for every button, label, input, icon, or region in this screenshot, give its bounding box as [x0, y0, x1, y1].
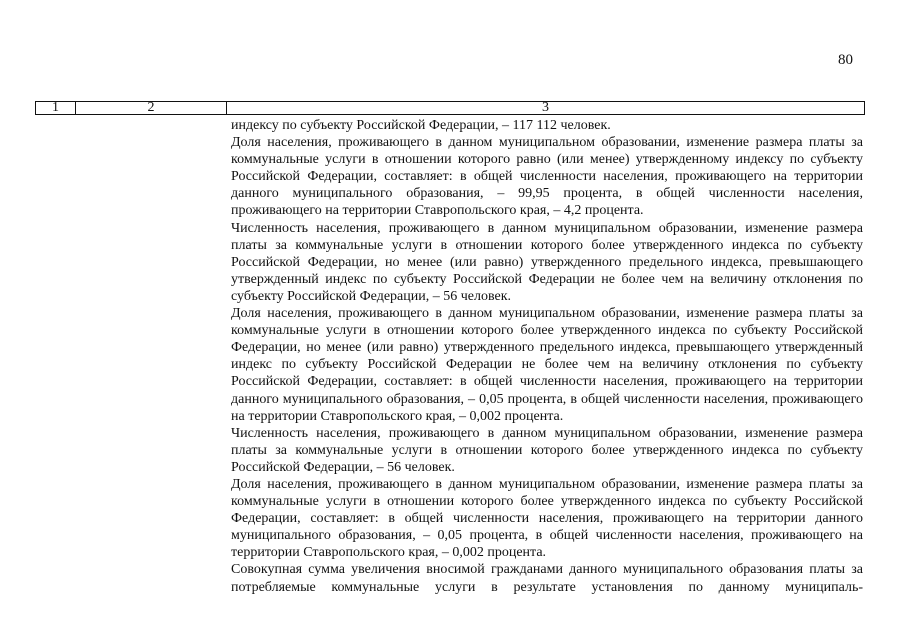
column-number-1: 1: [36, 102, 76, 114]
paragraph: Совокупная сумма увеличения вносимой гражданами данного муниципального образования платы за потребляемые коммунальные услуги в результате установления по данному муниципаль-: [231, 562, 863, 595]
paragraph-continuation: индексу по субъекту Российской Федерации, – 117 112 человек.: [231, 118, 611, 133]
document-body: [231, 117, 863, 596]
paragraph: Доля населения, проживающего в данном муниципальном образовании, изменение размера платы за коммунальные услуги в отношении которого более утвержденного индекса по субъекту Российской Федерации, составляет: в общей численности населения, проживающего на территории данного муниципального образования, – 0,05 процента, в общей численности населения, проживающего на территории Ставропольского края, – 0,002 процента.: [231, 476, 863, 561]
table-column-header: [35, 101, 865, 115]
paragraph: Доля населения, проживающего в данном муниципальном образовании, изменение размера платы за коммунальные услуги в отношении которого более утвержденного индекса по субъекту Российской Федерации, но менее (или равно) утвержденного предельного индекса, превышающего утвержденный индекс по субъекту Российской Федерации не более чем на величину отклонения по субъекту Российской Федерации, составляет: в общей численности населения, проживающего на территории данного муниципального образования, – 0,05 процента, в общей численности населения, проживающего на территории Ставропольского края, – 0,002 процента.: [231, 306, 863, 424]
paragraph: Доля населения, проживающего в данном муниципальном образовании, изменение размера платы за коммунальные услуги в отношении которого равно (или менее) утвержденному индексу по субъекту Российской Федерации, составляет: в общей численности населения, проживающего на территории данного муниципального образования, – 99,95 процента, в общей численности населения, проживающего на территории Ставропольского края, – 4,2 процента.: [231, 135, 863, 219]
page-number: 80: [838, 52, 853, 68]
paragraph: Численность населения, проживающего в данном муниципальном образовании, изменение размера платы за коммунальные услуги в отношении которого более утвержденного индекса по субъекту Российской Федерации, но менее (или равно) утвержденного предельного индекса, превышающего утвержденный индекс по субъекту Российской Федерации не более чем на величину отклонения по субъекту Российской Федерации, – 56 человек.: [231, 220, 863, 304]
column-number-2: 2: [76, 102, 227, 114]
column-number-3: 3: [542, 100, 549, 115]
paragraph: Численность населения, проживающего в данном муниципальном образовании, изменение размера платы за коммунальные услуги в отношении которого более утвержденного индекса по субъекту Российской Федерации, – 56 человек.: [231, 425, 863, 475]
